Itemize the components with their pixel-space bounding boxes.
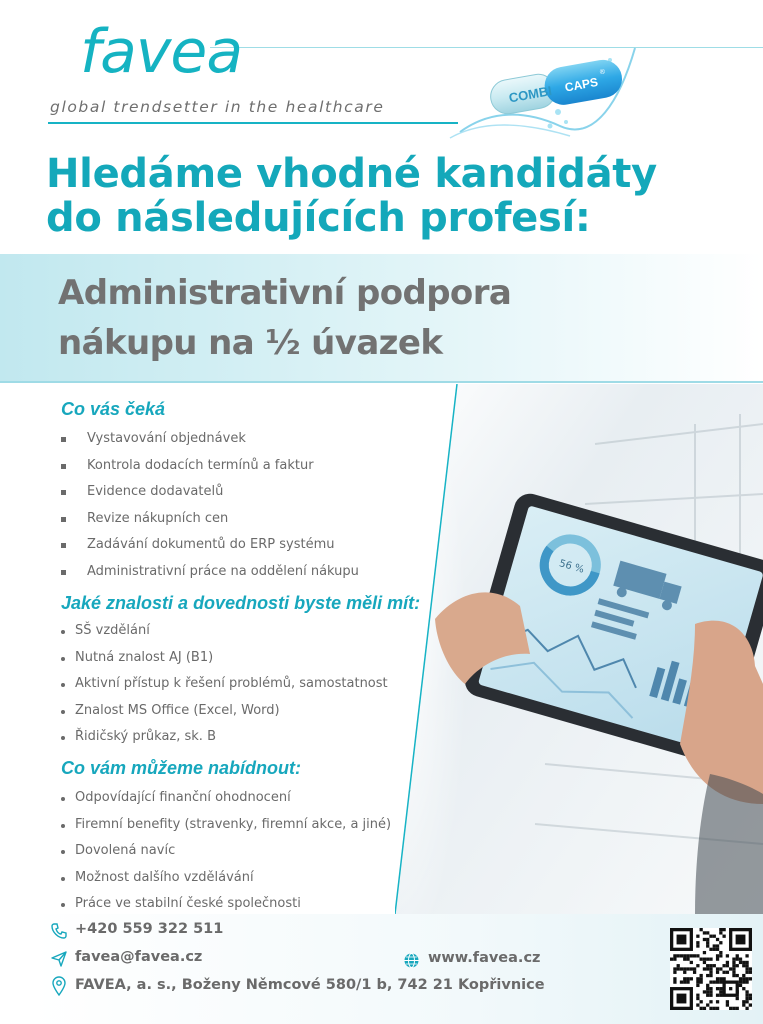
tablet-photo <box>395 384 763 914</box>
globe-icon <box>403 952 420 969</box>
company-address: FAVEA, a. s., Boženy Němcové 580/1 b, 742 21 Kopřivnice <box>75 977 545 993</box>
header-divider <box>48 122 458 124</box>
chart-percent: 56 % <box>557 558 586 576</box>
list-item: Zadávání dokumentů do ERP systému <box>59 532 359 559</box>
list-item: SŠ vzdělání <box>59 618 388 645</box>
awaits-list <box>59 426 359 586</box>
list-item: Řidičský průkaz, sk. B <box>59 724 388 751</box>
section-title-awaits: Co vás čeká <box>61 399 166 419</box>
job-title <box>58 268 578 368</box>
list-item: Evidence dodavatelů <box>59 479 359 506</box>
qr-code-image <box>670 928 752 1010</box>
phone-number[interactable]: +420 559 322 511 <box>75 921 224 937</box>
list-item: Vystavování objednávek <box>59 426 359 453</box>
section-title-skills: Jaké znalosti a dovednosti byste měli mít: <box>61 593 421 613</box>
favea-logo: favea <box>80 17 243 87</box>
list-item: Aktivní přístup k řešení problémů, samostatnost <box>59 671 388 698</box>
combicaps-capsule-logo <box>430 40 645 145</box>
list-item: Revize nákupních cen <box>59 506 359 533</box>
banner-bottom-line <box>0 381 763 383</box>
tagline: global trendsetter in the healthcare <box>50 98 385 116</box>
list-item: Firemní benefity (stravenky, firemní akce, a jiné) <box>59 812 391 839</box>
phone-icon <box>50 922 68 940</box>
headline-line-2: do následujících profesí: <box>46 195 591 241</box>
capsule-left-text: COMBI <box>507 83 553 106</box>
section-title-offer: Co vám můžeme nabídnout: <box>61 758 302 778</box>
skills-list <box>59 618 388 751</box>
qr-code[interactable] <box>670 928 752 1010</box>
capsule-right-text: CAPS <box>563 74 600 95</box>
email-link[interactable]: favea@favea.cz <box>75 949 203 965</box>
headline <box>46 152 686 240</box>
list-item: Odpovídající finanční ohodnocení <box>59 785 391 812</box>
location-pin-icon <box>50 976 68 996</box>
list-item: Administrativní práce na oddělení nákupu <box>59 559 359 586</box>
list-item: Znalost MS Office (Excel, Word) <box>59 698 388 725</box>
job-title-line-1: Administrativní podpora <box>58 273 512 313</box>
list-item: Práce ve stabilní české společnosti <box>59 891 391 918</box>
list-item: Nutná znalost AJ (B1) <box>59 645 388 672</box>
offer-list <box>59 785 391 918</box>
website-link[interactable]: www.favea.cz <box>428 950 541 966</box>
registered-mark: ® <box>599 68 606 77</box>
list-item: Kontrola dodacích termínů a faktur <box>59 453 359 480</box>
send-icon <box>50 950 68 968</box>
list-item: Možnost dalšího vzdělávání <box>59 865 391 892</box>
list-item: Dovolená navíc <box>59 838 391 865</box>
job-title-line-2: nákupu na ½ úvazek <box>58 323 443 363</box>
headline-line-1: Hledáme vhodné kandidáty <box>46 151 657 197</box>
